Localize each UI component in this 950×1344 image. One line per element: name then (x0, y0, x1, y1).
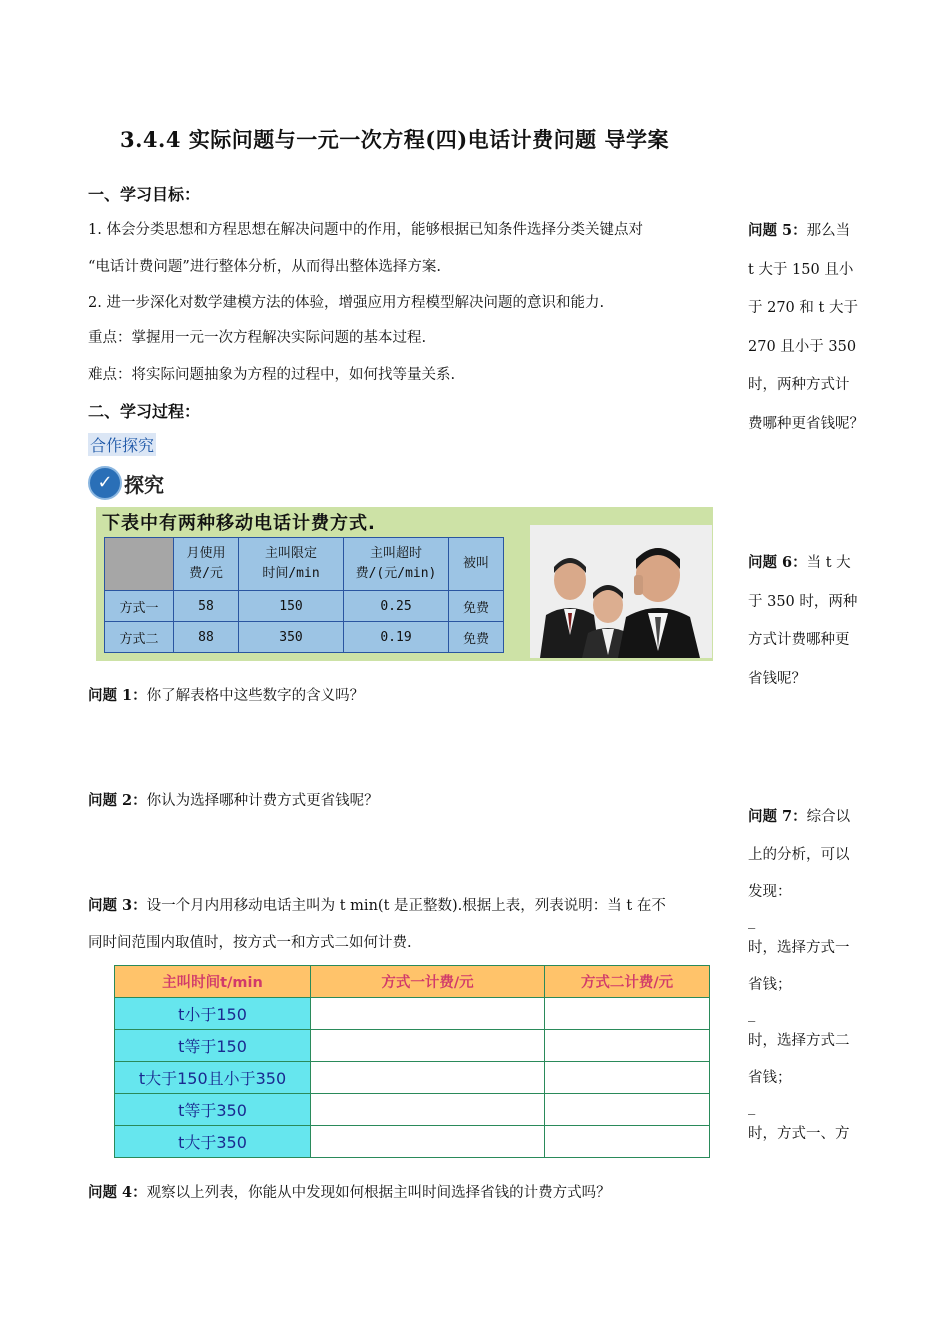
plan-cell-method1[interactable] (311, 1062, 545, 1094)
plan-row-label: t大于150且小于350 (115, 1062, 311, 1094)
businessmen-photo (530, 525, 712, 658)
q6-line: 当 t 大 (806, 555, 851, 571)
sidebar-question-5 (748, 212, 878, 443)
plan-cell-method1[interactable] (311, 1094, 545, 1126)
section1-heading: 一、学习目标： (88, 185, 201, 204)
rate-header-cell (239, 538, 344, 591)
rate-table-caption: 下表中有两种移动电话计费方式. (102, 513, 376, 534)
explore-icon: ✓ (88, 466, 122, 500)
rate-cell: 88 (174, 622, 239, 653)
q5-line: 时，两种方式计 (748, 377, 850, 393)
q2-text: 你认为选择哪种计费方式更省钱呢？ (146, 793, 379, 809)
explore-text: 探究 (124, 473, 164, 497)
plan-row-label: t大于350 (115, 1126, 311, 1158)
q7-line: 发现： (748, 884, 792, 900)
q1-label: 问题 1： (88, 687, 147, 704)
key-point: 重点：掌握用一元一次方程解决实际问题的基本过程. (88, 330, 427, 346)
q7-line: 上的分析，可以 (748, 846, 850, 863)
q5-line: 那么当 (806, 223, 851, 239)
rate-header-overtime: 主叫超时 费/(元/min) (355, 546, 437, 581)
plan-cell-method2[interactable] (545, 998, 710, 1030)
rate-cell: 免费 (449, 591, 504, 622)
rate-header-cell (344, 538, 449, 591)
section2-heading: 二、学习过程： (88, 402, 201, 421)
q2-label: 问题 2： (88, 792, 147, 809)
q6-label: 问题 6： (748, 554, 807, 571)
billing-plan-table (114, 965, 710, 1158)
q7-line: 省钱； (748, 1070, 792, 1086)
goal2: 2. 进一步深化对数学建模方法的体验，增强应用方程模型解决问题的意识和能力. (88, 295, 605, 311)
q3-line1: 设一个月内用移动电话主叫为 t min(t 是正整数).根据上表，列表说明：当 t 在不 (146, 898, 666, 914)
plan-row-label: t等于150 (115, 1030, 311, 1062)
q6-line: 方式计费哪种更 (748, 632, 850, 648)
question-4 (88, 1183, 611, 1203)
plan-cell-method1[interactable] (311, 1126, 545, 1158)
rate-cell: 350 (239, 622, 344, 653)
plan-cell-method2[interactable] (545, 1094, 710, 1126)
question-1 (88, 686, 364, 706)
q7-line: 省钱； (748, 977, 792, 993)
q5-label: 问题 5： (748, 222, 807, 239)
q5-line: t 大于 150 且小 (748, 261, 854, 278)
rate-table (104, 537, 504, 653)
rate-cell: 58 (174, 591, 239, 622)
q7-line: 综合以 (806, 809, 851, 825)
question-3 (88, 896, 738, 916)
rate-header-cell (449, 538, 504, 591)
plan-cell-method1[interactable] (311, 1030, 545, 1062)
q1-text: 你了解表格中这些数字的含义吗？ (146, 688, 365, 704)
rate-cell: 0.25 (344, 591, 449, 622)
plan-cell-method2[interactable] (545, 1062, 710, 1094)
sidebar-question-6 (748, 544, 878, 698)
plan-row-label: t等于350 (115, 1094, 311, 1126)
plan-cell-method2[interactable] (545, 1126, 710, 1158)
goal1-line1: 1. 体会分类思想和方程思想在解决问题中的作用，能够根据已知条件选择分类关键点对 (88, 222, 643, 238)
q5-line: 费哪种更省钱呢？ (748, 415, 864, 432)
rate-cell: 150 (239, 591, 344, 622)
difficulty-point: 难点：将实际问题抽象为方程的过程中，如何找等量关系. (88, 367, 456, 383)
q4-text: 观察以上列表，你能从中发现如何根据主叫时间选择省钱的计费方式吗？ (146, 1185, 611, 1201)
question-2 (88, 791, 379, 811)
rate-header-cell (105, 538, 174, 591)
rate-header-limit: 主叫限定 时间/min (262, 546, 320, 581)
q3-line2: 同时间范围内取值时，按方式一和方式二如何计费. (88, 935, 412, 951)
rate-cell: 免费 (449, 622, 504, 653)
rate-header-cell (174, 538, 239, 591)
cooperative-explore-label: 合作探究 (88, 433, 156, 456)
plan-cell-method1[interactable] (311, 998, 545, 1030)
plan-header-time: 主叫时间t/min (115, 966, 311, 998)
q4-label: 问题 4： (88, 1184, 147, 1201)
q7-line: 时，方式一、方 (748, 1125, 850, 1142)
plan-row-label: t小于150 (115, 998, 311, 1030)
q7-blank: _ (748, 912, 756, 929)
rate-cell: 0.19 (344, 622, 449, 653)
q7-line: 时，选择方式一 (748, 939, 850, 956)
q6-line: 于 350 时，两种 (748, 593, 858, 610)
plan-header-method1: 方式一计费/元 (311, 966, 545, 998)
q7-blank: _ (748, 1098, 756, 1115)
q7-label: 问题 7： (748, 808, 807, 825)
explore-banner (88, 466, 178, 500)
plan-header-method2: 方式二计费/元 (545, 966, 710, 998)
q3-label: 问题 3： (88, 897, 147, 914)
q6-line: 省钱呢？ (748, 670, 806, 687)
plan-cell-method2[interactable] (545, 1030, 710, 1062)
goal1-line2: “电话计费问题”进行整体分析，从而得出整体选择方案. (88, 259, 441, 275)
rate-table-figure (96, 507, 713, 661)
rate-cell: 方式一 (105, 591, 174, 622)
rate-header-fee: 月使用 费/元 (186, 546, 226, 581)
q7-blank: _ (748, 1005, 756, 1022)
rate-header-called: 被叫 (462, 556, 489, 571)
page-title: 3.4.4 实际问题与一元一次方程(四)电话计费问题 导学案 (120, 127, 669, 152)
q5-line: 于 270 和 t 大于 (748, 300, 858, 316)
q5-line: 270 且小于 350 (748, 338, 857, 355)
q7-line: 时，选择方式二 (748, 1032, 850, 1049)
rate-cell: 方式二 (105, 622, 174, 653)
sidebar-question-7 (748, 798, 878, 1153)
